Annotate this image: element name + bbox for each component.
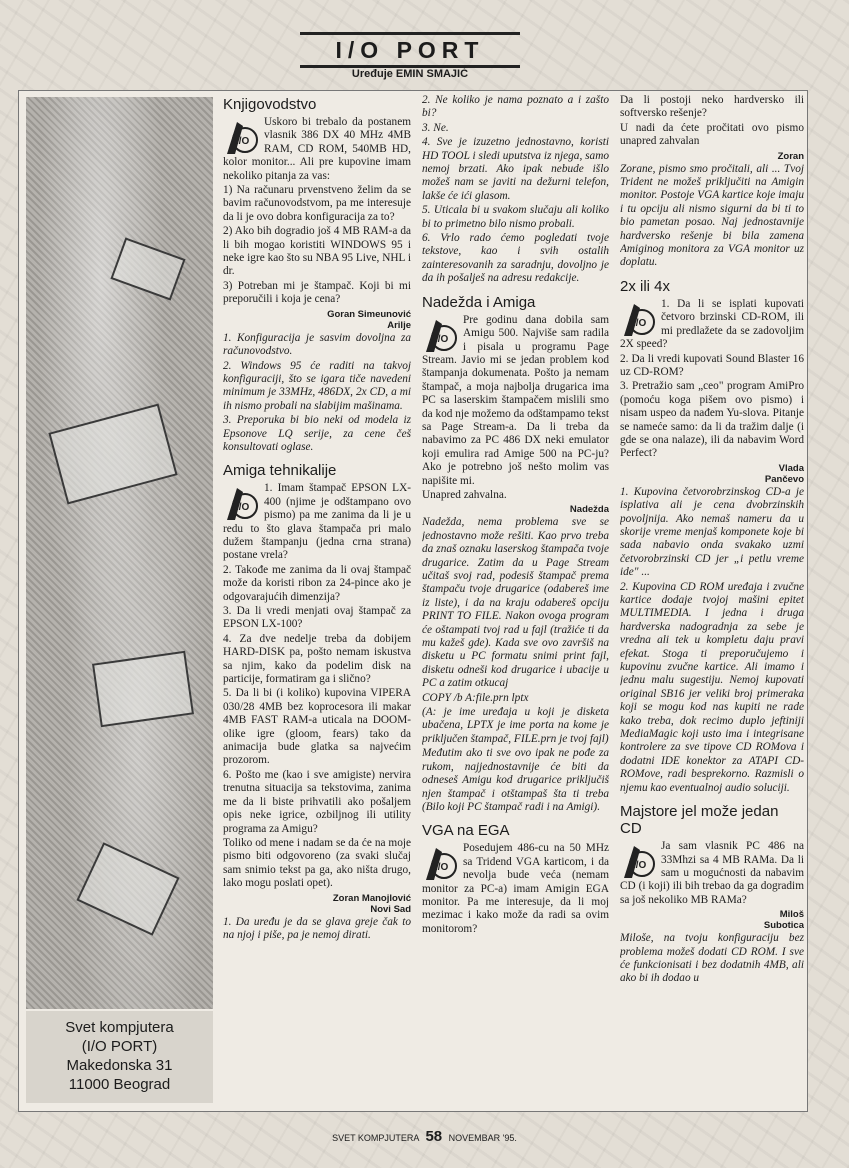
page-footer — [0, 1128, 849, 1145]
svg-text:I/O: I/O — [435, 333, 449, 345]
letter-body: Ja sam vlasnik PC 486 na 33Mhzi sa 4 MB RAMa. Da li sam u mogućnosti da nabavim CD (i koji) ili bih trebao da ga dogradim sa još nekoliko MB RAMa? — [620, 840, 804, 906]
letter-closing: U nadi da ćete pročitati ovo pismo unapred zahvalan — [620, 121, 804, 148]
letter-question: 4. Za dve nedelje treba da dobijem HARD-DISK pa, pošto nemam iskustva sa njim, kako da podelim disk na particije, formatiram ga i slično? — [223, 632, 411, 686]
illustration-card-shape — [76, 842, 179, 936]
editor-answer: 1. Da uređu je da se glava greje čak to na njoj i piše, pa je nemoj dirati. — [223, 915, 411, 941]
io-port-icon — [422, 844, 458, 882]
editor-answer: 2. Windows 95 će raditi na takvoj konfiguraciji, što se igara tiče navedeni minimum je 33MHz, 486DX, 2x CD, a mi ih nismo probali na slabijim mašinama. — [223, 359, 411, 412]
letter-signature: Vlada Pančevo — [764, 462, 804, 485]
editor-answer: 1. Konfiguracija je sasvim dovoljna za računovodstvo. — [223, 331, 411, 358]
address-line: Makedonska 31 — [66, 1057, 173, 1074]
io-port-icon — [422, 316, 458, 354]
illustration-printer-shape — [92, 651, 194, 727]
illustration-panel — [26, 97, 213, 1009]
letter-signature: Zoran — [777, 150, 804, 162]
letter-body: Da li postoji neko hardversko ili softversko rešenje? — [620, 94, 804, 120]
editor-answer: 5. Uticala bi u svakom slučaju ali koliko bi to primetno bilo nismo probali. — [422, 204, 609, 230]
address-line: Svet kompjutera — [65, 1019, 174, 1036]
editor-answer: 2. Kupovina CD ROM uređaja i zvučne kartice dodaje tvojoj mašini epitet MULTIMEDIA. I jedna i druga hardverska nadogradnja za sebe je vredna ali tek u kompletu daju pravi efekat. Stoga ti preporučujemo i kupovinu zvučne kartice. Ali imamo i jednu malu sugestiju. Nemoj kupovati original SB16 jer veliki broj primeraka koji se mogu kod nas kupiti ne rade kako treba, dok recimo duplo jeftiniji MediaMagic koji usto ima i integrisane kontrolere za sve tipove CD ROMova i dodatni IDE konektor za ATAPI CD-ROMove, radi besprekorno. Razmisli o njemu kao eventualnoj audio soluciji. — [620, 580, 804, 794]
letter-question: 2. Takođe me zanima da li ovaj štampač može da koristi ribon za 24-pince ako je odgovarajućih dimenzija? — [223, 563, 411, 603]
article-title: Amiga tehnikalije — [223, 462, 337, 480]
letter-signature: Nadežda — [569, 504, 609, 516]
section-title: I/O PORT — [300, 32, 520, 68]
editor-answer: 3. Ne. — [422, 121, 449, 134]
letter-signature: Zoran Manojlović Novi Sad — [332, 892, 411, 915]
editor-answer: 4. Sve je izuzetno jednostavno, koristi HD TOOL i sledi uputstva iz njega, samo nemoj brzati. Ako ipak nebude išlo možeš nam se javiti na dežurni telefon, lakše će ići glasom. — [422, 136, 609, 202]
letter-intro: Uskoro bi trebalo da postanem vlasnik 386 DX 40 MHz 4MB RAM, CD ROM, 540MB HD, kolor monitor... Ali pre kupovine imam nekoliko pitanja za vas: — [223, 116, 411, 182]
letter-question: 2. Da li vredi kupovati Sound Blaster 16 uz CD-ROM? — [620, 352, 804, 378]
letter-question: 3) Potreban mi je štampač. Koji bi mi preporučili i koja je cena? — [223, 279, 411, 306]
letter-body: Posedujem 486-cu na 50 MHz sa Tridend VGA karticom, i da nevolja bude veća (nemam monitor za PC-a) imam Amigin EGA monitor. Pa me interesuje, da li moj mezimac i kako može da radi sa ovim monitorom? — [422, 842, 609, 935]
letter-question: 3. Pretražio sam „ceo" program AmiPro (pomoću koga pišem ovo pismo) i nisam uspeo da nađem Yu-slova. Pitanje se nameće samo: da li da tražim dalje (i gde se ona nalaze), ili da nabavim Word Perfect? — [620, 380, 804, 460]
editor-answer: Nadežda, nema problema sve se jednostavno može rešiti. Kao prvo treba da znaš oznaku laserskog štampača tvoje drugarice. Zatim da u Page Stream učitaš svoj rad, podesiš štampač prema štampaču tvoje drugarice (odabereš ime iz liste), i da na kraju odabereš opciju PRINT TO FILE. Nakon ovoga program će oštampati tvoj rad u fajl (tražiće ti da mu kažeš gde). Kada sve ovo završiš na disketu u PC formatu snimi print fajl, disketu odneši kod drugarice i ubacije u PC a zatim otkucaj — [422, 516, 609, 690]
svg-text:I/O: I/O — [236, 502, 250, 514]
letter-question: 1. Imam štampač EPSON LX-400 (njime je odštampano ovo pismo) pa me zanima da li je u redu to što glava štampača pri malo dužem štampanju (jedna crna strana) postane vrela? — [223, 482, 411, 562]
column-3 — [620, 94, 804, 1104]
illustration-keyboard-shape — [48, 404, 177, 505]
article-title: Majstore jel može jedan CD — [620, 803, 779, 838]
editor-answer: 6. Vrlo rado ćemo pogledati tvoje tekstove, kao i svih ostalih zainteresovanih za saradnju, dovoljno je da ih pošalješ na adresu redakcije. — [422, 232, 609, 285]
svg-text:I/O: I/O — [633, 317, 647, 329]
editor-answer: (A: je ime uređaja u koji je disketa ubačena, LPTX je ime porta na kome je priključen štampač, FILE.prn je tvoj fajl) — [422, 706, 609, 745]
letter-signature: Miloš Subotica — [763, 909, 804, 932]
editor-answer: 3. Preporuka bi bio neki od modela iz Epsonove LQ serije, za cene češ konsultovati oglase. — [223, 414, 411, 453]
column-2 — [422, 94, 609, 1104]
footer-date: NOVEMBAR '95. — [448, 1133, 517, 1143]
letter-question: 1) Na računaru prvenstveno želim da se bavim računovodstvom, pa me interesuje da li je ovo dobra konfiguracija za to? — [223, 184, 411, 223]
address-box — [26, 1011, 213, 1103]
editor-answer: Miloše, na tvoju konfiguraciju bez problema možeš dodati CD ROM. I sve će funkcionisati i bez dodatnih 4MB, ali ako bi ih dodao u — [620, 932, 804, 985]
editor-answer: Međutim ako ti sve ovo ipak ne pođe za rukom, najjednostavnije će biti da odneseš Amigu kod drugarice priključiš njen štampač i otštampaš šta ti treba (Bilo koji PC štampač radi i na Amigi). — [422, 747, 609, 813]
editor-answer: 2. Ne koliko je nama poznato a i zašto bi? — [422, 94, 609, 120]
address-line: (I/O PORT) — [81, 1038, 158, 1055]
page-number: 58 — [425, 1128, 443, 1145]
io-port-icon — [223, 118, 259, 156]
letter-body: Pre godinu dana dobila sam Amigu 500. Najviše sam radila i pisala u programu Page Stream. Javio mi se jedan problem kod štampanja dokumenata. Pošto ja nemam štampač, a moja najbolja drugarica ima PC sa laserskim štampačem mislili smo da kod nje možemo da odštampamo tekst sa Page Stream-a. Da li treba da nabavimo za PC 486 DX neki emulator koji emulira rad Amige 500 na PC-ju? Ako je potrebno još nešto molim vas napišite mi. — [422, 313, 609, 487]
column-1 — [223, 94, 411, 1104]
io-port-icon — [620, 300, 656, 338]
svg-text:I/O: I/O — [236, 136, 250, 147]
editor-answer: Zorane, pismo smo pročitali, ali ... Tvoj Trident ne možeš priključiti na Amigin monitor. Postoje VGA kartice koje imaju i tu opciju ali nismo sigurni da bi ti to bio pametan posao. Naj jednostavnije hardversko rešenje bi bila zamena Amiginog monitora za VGA monitor uz doplatu. — [620, 162, 804, 269]
letter-question: 1. Da li se isplati kupovati četvoro brzinski CD-ROM, ili mi predlažete da se zadovoljim 2X speed? — [620, 297, 804, 351]
section-editor: Uređuje EMIN SMAJIĆ — [351, 68, 469, 80]
svg-text:I/O: I/O — [633, 860, 647, 872]
letter-signature: Goran Simeunović Arilje — [327, 308, 411, 331]
editor-answer: 1. Kupovina četvorobrzinskog CD-a je isplativa ali je cena dvobrzinskih povoljnija. Ako nemaš nameru da u skorije vreme menjaš komponete koje bi sada nabavio onda svakako uzmi četvorobrzinski CD jer „i petlu vreme ide" ... — [620, 485, 804, 579]
io-port-icon — [620, 842, 656, 880]
article-title: Knjigovodstvo — [223, 96, 317, 113]
io-port-icon — [223, 484, 259, 522]
footer-magazine: SVET KOMPJUTERA — [332, 1133, 419, 1143]
letter-question: Toliko od mene i nadam se da će na moje pismo biti odgovoreno (za svaki slučaj sam snimio tekst pa ga, ako ništa drugo, lako mogu poslati opet). — [223, 836, 411, 890]
letter-question: 6. Pošto me (kao i sve amigiste) nervira trenutna situacija sa tekstovima, zanima me da li biste prihvatili ako pošaljem opis neke igrice, ozbiljnog ili utility programa za Amigu? — [223, 768, 411, 835]
letter-question: 5. Da li bi (i koliko) kupovina VIPERA 030/28 4MB bez koprocesora ili makar 4MB FAST RAM-a uticala na DOOM-olike igre (gloom, fears) tako da animacija bude glatka sa najvećim prozorom. — [223, 687, 411, 767]
address-line: 11000 Beograd — [68, 1076, 171, 1093]
editor-command: COPY /b A:file.prn lptx — [422, 691, 529, 704]
svg-text:I/O: I/O — [435, 862, 449, 874]
letter-closing: Unapred zahvalna. — [422, 488, 507, 501]
article-title: VGA na EGA — [422, 822, 510, 840]
letter-question: 2) Ako bih dogradio još 4 MB RAM-a da li bih mogao koristiti WINDOWS 95 i neke igre kao što su NBA 95 Live, NHL i dr. — [223, 225, 411, 278]
article-title: 2x ili 4x — [620, 277, 671, 295]
article-title: Nadežda i Amiga — [422, 293, 536, 311]
illustration-monitor-shape — [110, 237, 185, 300]
letter-question: 3. Da li vredi menjati ovaj štampač za EPSON LX-100? — [223, 605, 411, 631]
